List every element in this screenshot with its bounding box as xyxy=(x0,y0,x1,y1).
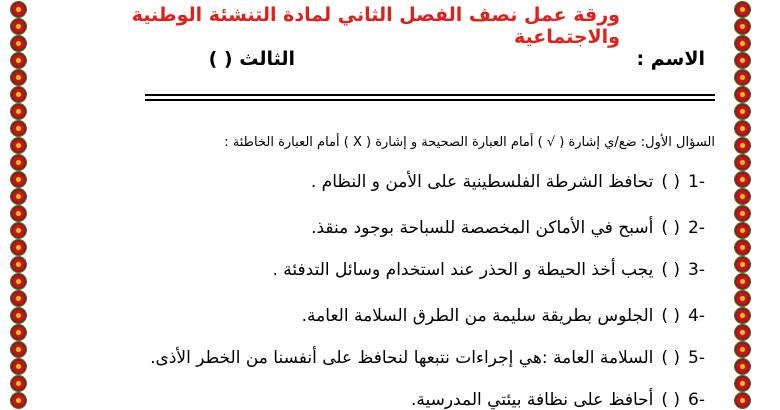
flower-ornament-icon xyxy=(735,70,750,85)
flower-ornament-icon xyxy=(11,53,26,68)
flower-ornament-icon xyxy=(735,308,750,323)
name-field-label: الاسم : xyxy=(636,48,705,70)
worksheet xyxy=(40,0,725,410)
flower-ornament-icon xyxy=(735,274,750,289)
question-item xyxy=(411,390,705,410)
flower-ornament-icon xyxy=(11,342,26,357)
flower-ornament-icon xyxy=(735,291,750,306)
flower-ornament-icon xyxy=(11,36,26,51)
flower-ornament-icon xyxy=(735,87,750,102)
item-number: 4- xyxy=(688,306,705,326)
item-number: 2- xyxy=(688,218,705,238)
flower-ornament-icon xyxy=(735,189,750,204)
flower-ornament-icon xyxy=(11,2,26,17)
flower-ornament-icon xyxy=(11,19,26,34)
flower-ornament-icon xyxy=(735,257,750,272)
flower-ornament-icon xyxy=(735,325,750,340)
flower-ornament-icon xyxy=(735,104,750,119)
flower-ornament-icon xyxy=(735,155,750,170)
grade-label: الثالث ( ) xyxy=(208,48,295,70)
flower-ornament-icon xyxy=(11,308,26,323)
answer-box[interactable]: ( ) xyxy=(661,218,681,238)
item-text: الجلوس بطريقة سليمة من الطرق السلامة العامة. xyxy=(301,306,654,326)
item-text: تحافظ الشرطة الفلسطينية على الأمن و النظام . xyxy=(310,172,654,192)
question-item xyxy=(272,260,705,280)
flower-ornament-icon xyxy=(735,376,750,391)
worksheet-title: ورقة عمل نصف الفصل الثاني لمادة التنشئة الوطنية والاجتماعية xyxy=(131,4,620,48)
flower-ornament-icon xyxy=(11,87,26,102)
answer-box[interactable]: ( ) xyxy=(661,260,681,280)
flower-ornament-icon xyxy=(11,274,26,289)
item-number: 6- xyxy=(688,390,705,410)
flower-ornament-icon xyxy=(11,189,26,204)
question-item xyxy=(311,218,705,238)
flower-ornament-icon xyxy=(735,240,750,255)
flower-ornament-icon xyxy=(735,121,750,136)
flower-ornament-icon xyxy=(11,70,26,85)
flower-ornament-icon xyxy=(735,223,750,238)
item-number: 1- xyxy=(688,172,705,192)
flower-ornament-icon xyxy=(11,172,26,187)
flower-ornament-icon xyxy=(11,393,26,408)
flower-ornament-icon xyxy=(11,359,26,374)
question-one-instructions: السؤال الأول: ضع/ي إشارة ( √ ) أمام العبارة الصحيحة و إشارة ( X ) أمام العبارة الخاطئة : xyxy=(224,135,715,150)
flower-ornament-icon xyxy=(11,121,26,136)
flower-ornament-icon xyxy=(11,240,26,255)
flower-ornament-icon xyxy=(735,19,750,34)
item-text: السلامة العامة :هي إجراءات نتبعها لنحافظ على أنفسنا من الخطر الأذى. xyxy=(150,348,654,368)
item-text: أسبح في الأماكن المخصصة للسباحة بوجود منقذ. xyxy=(311,218,654,238)
answer-box[interactable]: ( ) xyxy=(661,172,681,192)
flower-ornament-icon xyxy=(735,36,750,51)
answer-box[interactable]: ( ) xyxy=(661,390,681,410)
decorative-border-left xyxy=(8,0,28,407)
flower-ornament-icon xyxy=(735,206,750,221)
item-text: أحافظ على نظافة بيئتي المدرسية. xyxy=(411,390,654,410)
item-number: 3- xyxy=(688,260,705,280)
answer-box[interactable]: ( ) xyxy=(661,348,681,368)
flower-ornament-icon xyxy=(735,393,750,408)
item-text: يجب أخذ الحيطة و الحذر عند استخدام وسائل التدفئة . xyxy=(272,260,654,280)
question-item xyxy=(302,306,705,326)
flower-ornament-icon xyxy=(735,342,750,357)
flower-ornament-icon xyxy=(11,206,26,221)
flower-ornament-icon xyxy=(735,2,750,17)
item-number: 5- xyxy=(688,348,705,368)
question-item xyxy=(311,172,705,192)
question-item xyxy=(150,348,705,368)
flower-ornament-icon xyxy=(11,257,26,272)
flower-ornament-icon xyxy=(11,155,26,170)
flower-ornament-icon xyxy=(11,325,26,340)
decorative-border-right xyxy=(732,0,752,407)
flower-ornament-icon xyxy=(735,138,750,153)
flower-ornament-icon xyxy=(11,291,26,306)
double-rule-divider xyxy=(145,94,715,101)
flower-ornament-icon xyxy=(735,172,750,187)
flower-ornament-icon xyxy=(735,359,750,374)
flower-ornament-icon xyxy=(11,138,26,153)
flower-ornament-icon xyxy=(11,223,26,238)
flower-ornament-icon xyxy=(735,53,750,68)
flower-ornament-icon xyxy=(11,104,26,119)
flower-ornament-icon xyxy=(11,376,26,391)
answer-box[interactable]: ( ) xyxy=(661,306,681,326)
